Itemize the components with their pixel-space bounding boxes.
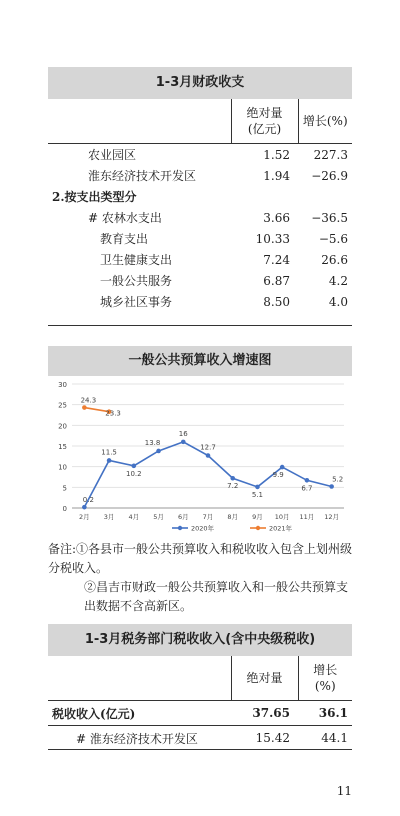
legend-label: 2021年 bbox=[269, 524, 293, 533]
data-point bbox=[82, 505, 87, 510]
finance-row-label: 一般公共服务 bbox=[100, 274, 173, 288]
tax-header-abs: 绝对量 bbox=[231, 656, 298, 701]
x-tick-label: 11月 bbox=[299, 513, 315, 521]
finance-header-blank bbox=[48, 99, 231, 144]
data-point bbox=[181, 440, 186, 445]
data-label: 12.7 bbox=[200, 443, 216, 452]
x-tick-label: 4月 bbox=[128, 513, 140, 521]
finance-row-abs: 7.24 bbox=[263, 252, 290, 267]
x-tick-label: 9月 bbox=[252, 513, 263, 521]
data-label: 0.2 bbox=[82, 496, 94, 505]
finance-row-growth bbox=[298, 186, 352, 207]
finance-row-abs: 1.94 bbox=[263, 168, 290, 183]
data-label: 7.2 bbox=[227, 482, 239, 491]
finance-row bbox=[48, 207, 352, 228]
tax-header-blank bbox=[48, 656, 231, 701]
finance-row bbox=[48, 270, 352, 291]
finance-row-label: 2.按支出类型分 bbox=[52, 190, 137, 204]
finance-row-label: 淮东经济技术开发区 bbox=[88, 169, 197, 183]
data-label: 16 bbox=[178, 429, 188, 438]
x-tick-label: 5月 bbox=[153, 513, 164, 521]
x-tick-label: 3月 bbox=[103, 513, 115, 521]
data-label: 6.7 bbox=[301, 484, 313, 493]
note-2: ②昌吉市财政一般公共预算收入和一般公共预算支出数据不含高新区。 bbox=[84, 580, 349, 613]
finance-row bbox=[48, 144, 352, 166]
tax-row-abs: 37.65 bbox=[231, 701, 298, 726]
tax-row-growth: 36.1 bbox=[298, 701, 352, 726]
tax-row-label: # 淮东经济技术开发区 bbox=[76, 731, 198, 746]
legend-marker bbox=[256, 526, 260, 530]
x-tick-label: 6月 bbox=[177, 513, 189, 521]
tax-bottom-rule bbox=[48, 749, 352, 750]
finance-row-abs: 1.52 bbox=[263, 147, 290, 162]
data-label: 24.3 bbox=[80, 396, 97, 405]
tax-row bbox=[48, 701, 352, 726]
finance-header-abs: 绝对量 (亿元) bbox=[231, 99, 298, 144]
finance-table-title: 1-3月财政收支 bbox=[48, 67, 352, 99]
finance-row bbox=[48, 186, 352, 207]
finance-row-abs: 8.50 bbox=[263, 294, 290, 309]
data-point bbox=[82, 405, 87, 410]
page-number: 11 bbox=[336, 784, 352, 798]
finance-row-growth: 4.0 bbox=[328, 294, 348, 309]
data-label: 13.8 bbox=[144, 438, 161, 447]
data-point bbox=[132, 464, 137, 469]
y-tick-label: 20 bbox=[58, 422, 67, 431]
finance-row-growth: 227.3 bbox=[313, 147, 348, 162]
x-tick-label: 7月 bbox=[202, 513, 214, 521]
finance-row-label: 卫生健康支出 bbox=[100, 253, 173, 267]
data-point bbox=[230, 476, 235, 481]
tax-table bbox=[48, 656, 352, 750]
legend-marker bbox=[178, 526, 182, 530]
x-tick-label: 12月 bbox=[324, 513, 340, 521]
y-tick-label: 30 bbox=[58, 381, 67, 389]
tax-row-label: 税收收入(亿元) bbox=[48, 701, 231, 726]
data-point bbox=[206, 453, 211, 458]
y-tick-label: 5 bbox=[62, 484, 67, 493]
finance-row-abs: 6.87 bbox=[263, 273, 290, 288]
finance-row-growth: 4.2 bbox=[328, 273, 348, 288]
x-tick-label: 10月 bbox=[274, 513, 290, 521]
y-tick-label: 10 bbox=[58, 463, 67, 472]
finance-row-growth: 26.6 bbox=[321, 252, 348, 267]
tax-table-title: 1-3月税务部门税收收入(含中央级税收) bbox=[48, 624, 352, 656]
finance-row-label: # 农林水支出 bbox=[88, 211, 162, 225]
finance-row-growth: −5.6 bbox=[318, 231, 348, 246]
data-point bbox=[255, 485, 260, 490]
data-point bbox=[329, 484, 334, 489]
data-label: 5.2 bbox=[332, 475, 344, 484]
chart-title: 一般公共预算收入增速图 bbox=[48, 346, 352, 376]
data-label: 5.1 bbox=[251, 490, 264, 499]
note-1: 备注:①各县市一般公共预算收入和税收收入包含上划州级分税收入。 bbox=[48, 542, 353, 575]
x-tick-label: 2月 bbox=[79, 513, 90, 521]
finance-row-label: 城乡社区事务 bbox=[100, 295, 173, 309]
finance-row-abs bbox=[231, 186, 298, 207]
x-tick-label: 8月 bbox=[227, 513, 239, 521]
finance-row-label: 教育支出 bbox=[100, 232, 149, 246]
tax-row bbox=[48, 726, 352, 751]
data-label: 9.9 bbox=[272, 471, 284, 480]
finance-row bbox=[48, 165, 352, 186]
finance-row bbox=[48, 249, 352, 270]
series-line bbox=[84, 442, 331, 507]
data-point bbox=[305, 478, 310, 483]
growth-line-chart bbox=[48, 376, 352, 536]
y-tick-label: 25 bbox=[58, 401, 67, 410]
finance-bottom-rule bbox=[48, 325, 352, 326]
y-tick-label: 15 bbox=[58, 443, 67, 451]
finance-table bbox=[48, 99, 352, 312]
finance-row-abs: 3.66 bbox=[263, 210, 290, 225]
tax-row-abs: 15.42 bbox=[255, 731, 290, 745]
finance-row bbox=[48, 291, 352, 312]
finance-row-growth: −26.9 bbox=[311, 168, 348, 183]
data-label: 23.3 bbox=[105, 409, 121, 418]
data-point bbox=[156, 449, 161, 454]
data-point bbox=[107, 458, 112, 463]
data-label: 11.5 bbox=[101, 448, 117, 457]
y-tick-label: 0 bbox=[62, 505, 67, 513]
finance-row-abs: 10.33 bbox=[255, 231, 290, 246]
notes bbox=[48, 540, 353, 616]
finance-row bbox=[48, 228, 352, 249]
legend-label: 2020年 bbox=[191, 524, 215, 533]
data-point bbox=[280, 465, 285, 470]
tax-row-growth: 44.1 bbox=[321, 731, 348, 745]
tax-header-growth: 增长 (%) bbox=[298, 656, 352, 701]
finance-row-label: 农业园区 bbox=[88, 148, 137, 162]
data-label: 10.2 bbox=[126, 469, 142, 478]
finance-header-growth: 增长(%) bbox=[298, 99, 352, 144]
finance-row-growth: −36.5 bbox=[311, 210, 348, 225]
